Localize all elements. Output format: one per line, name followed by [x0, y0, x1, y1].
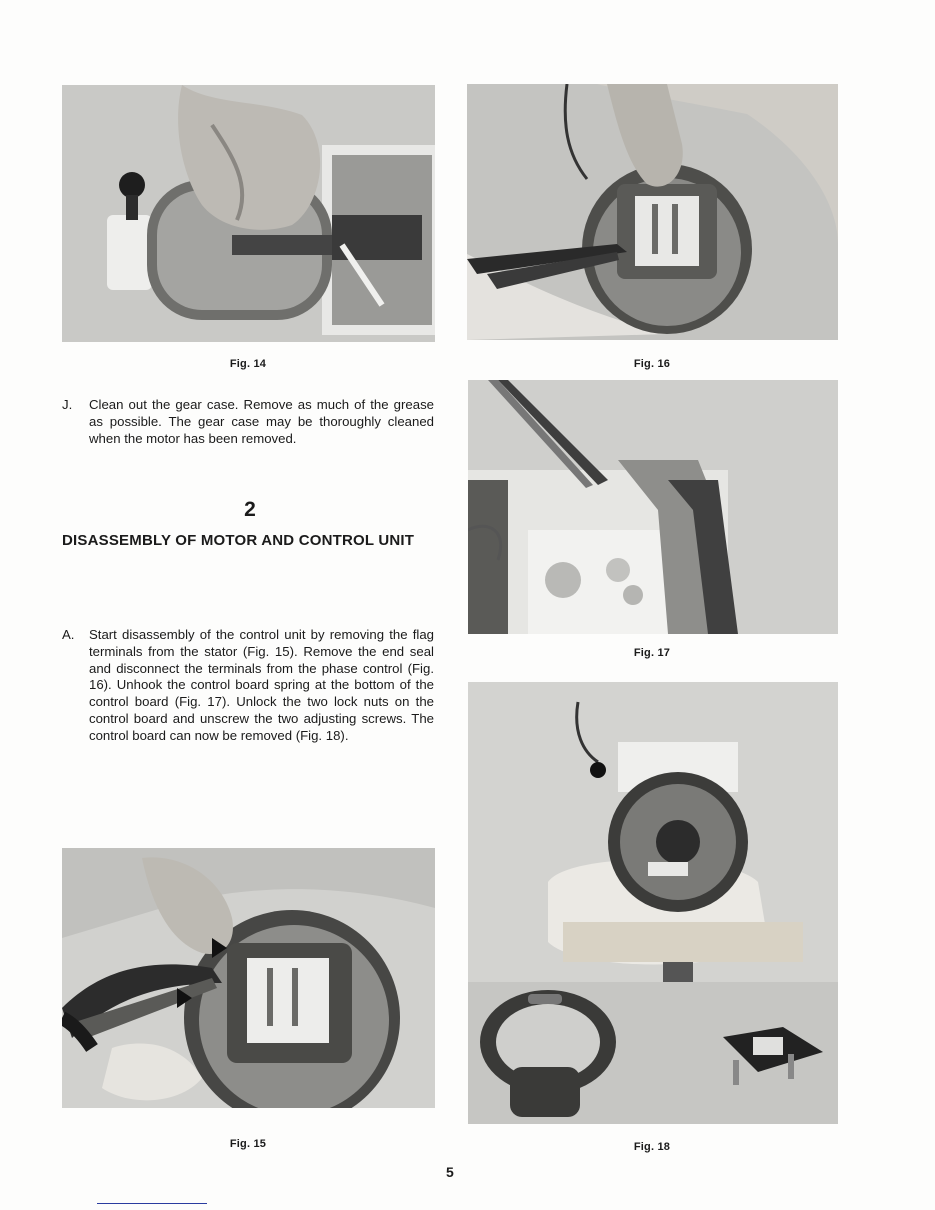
step-a: [62, 627, 434, 745]
fig-16-caption: Fig. 16: [633, 358, 671, 370]
fig-17-photo: [468, 380, 838, 634]
step-j: [62, 397, 434, 447]
footer-rule: [97, 1203, 207, 1204]
step-a-text: Start disassembly of the control unit by removing the flag terminals from the stator (Fig. 15). Remove the end seal and disconnect the terminals from the phase control (Fig. 16). Unhook the control board spring at the bottom of the control board (Fig. 17). Unlock the two lock nuts on the control board and unscrew the two adjusting screws. The control board can now be removed (Fig. 18).: [89, 627, 434, 743]
page-number: 5: [446, 1164, 454, 1180]
fig-15-photo: [62, 848, 435, 1108]
fig-14-photo: [62, 85, 435, 342]
step-j-text: Clean out the gear case. Remove as much of the grease as possible. The gear case may be thoroughly cleaned when the motor has been removed.: [89, 397, 434, 446]
fig-16-photo: [467, 84, 838, 340]
step-a-letter: A.: [62, 627, 75, 642]
fig-18-photo: [468, 682, 838, 1124]
fig-17-caption: Fig. 17: [633, 647, 671, 659]
section-number: 2: [244, 498, 256, 521]
step-j-letter: J.: [62, 397, 73, 412]
fig-14-caption: Fig. 14: [229, 358, 267, 370]
fig-15-caption: Fig. 15: [229, 1138, 267, 1150]
fig-18-caption: Fig. 18: [633, 1141, 671, 1153]
section-title: DISASSEMBLY OF MOTOR AND CONTROL UNIT: [62, 532, 415, 549]
